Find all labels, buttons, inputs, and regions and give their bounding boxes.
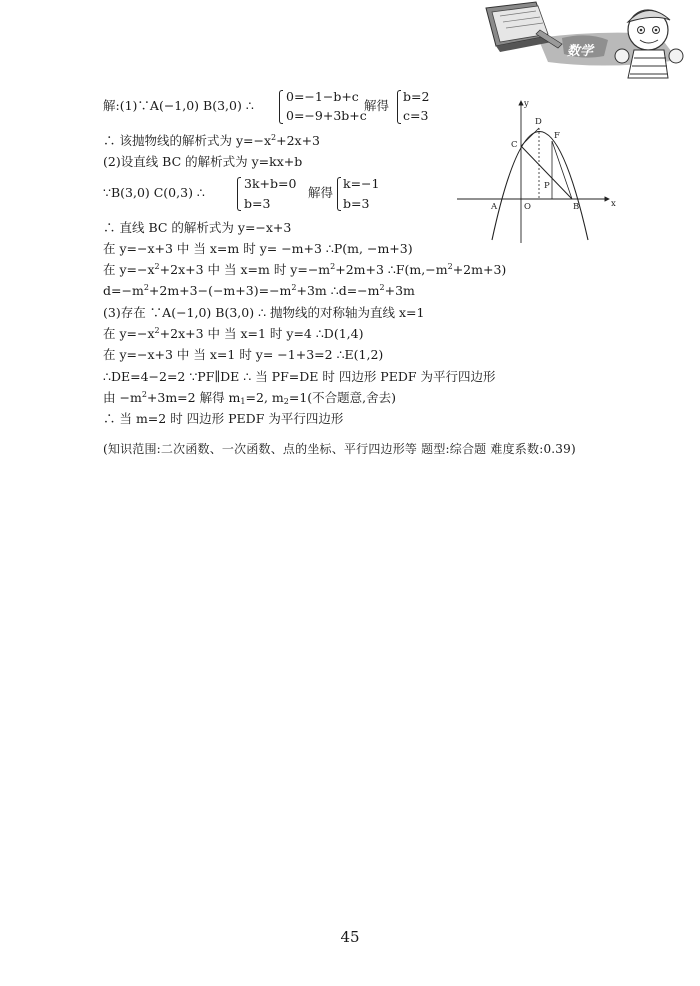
line-part3: (3)存在 ∵A(−1,0) B(3,0) ∴ 抛物线的对称轴为直线 x=1 <box>103 305 425 320</box>
subject-badge-label: 数学 <box>567 44 594 59</box>
line-part2: (2)设直线 BC 的解析式为 y=kx+b <box>103 154 303 169</box>
line-de: ∴DE=4−2=2 ∵PF∥DE ∴ 当 PF=DE 时 四边形 PEDF 为平行四边形 <box>103 369 496 384</box>
label-y: y <box>524 99 529 109</box>
part2-solve-label: 解得 <box>308 185 334 200</box>
label-d: D <box>535 117 542 127</box>
label-a: A <box>491 202 498 212</box>
part1-result-c: c=3 <box>403 108 429 123</box>
part2-intro: ∵B(3,0) C(0,3) ∴ <box>103 185 205 200</box>
brace-part1-result <box>397 90 401 124</box>
part1-intro: 解:(1)∵A(−1,0) B(3,0) ∴ <box>103 98 254 113</box>
page-number: 45 <box>340 928 360 946</box>
line-bc-segment <box>521 146 572 199</box>
brace-part2-system <box>237 177 241 211</box>
part2-result-k: k=−1 <box>343 176 380 191</box>
brace-part2-result <box>337 177 341 211</box>
line-bc: ∴ 直线 BC 的解析式为 y=−x+3 <box>103 220 292 235</box>
line-point-e: 在 y=−x+3 中 当 x=1 时 y= −1+3=2 ∴E(1,2) <box>103 347 384 362</box>
label-p: P <box>544 181 550 191</box>
label-b: B <box>573 202 580 212</box>
line-solve-m: 由 $-m^2+3m=2$ 解得 $m_1=2$, $m_2=1$(不合题意,舍去) <box>103 390 396 406</box>
label-x: x <box>611 199 616 209</box>
segment-fb <box>552 141 572 199</box>
parabola-curve <box>492 132 588 241</box>
line-parabola: ∴ 该抛物线的解析式为 $y=-x^2+2x+3$ <box>103 133 321 148</box>
part1-solve-label: 解得 <box>364 98 390 113</box>
line-point-d: 在 $y=-x^2+2x+3$ 中 当 x=1 时 y=4 ∴D(1,4) <box>103 326 364 341</box>
part2-system-eq1: 3k+b=0 <box>244 176 297 191</box>
part1-system-eq1: 0=−1−b+c <box>286 89 359 104</box>
brace-part1-system <box>279 90 283 124</box>
part1-system-eq2: 0=−9+3b+c <box>286 108 367 123</box>
part2-system-eq2: b=3 <box>244 196 271 211</box>
line-point-p: 在 y=−x+3 中 当 x=m 时 y= −m+3 ∴P(m, −m+3) <box>103 241 413 256</box>
part1-result-b: b=2 <box>403 89 430 104</box>
part2-result-b: b=3 <box>343 196 370 211</box>
knowledge-scope: (知识范围:二次函数、一次函数、点的坐标、平行四边形等 题型:综合题 难度系数:0.39) <box>103 442 576 456</box>
label-f: F <box>554 131 560 141</box>
line-d: $d=-m^2+2m+3-(-m+3)=-m^2+3m$ $\therefore d=-m^2+3m$ <box>103 283 415 298</box>
label-c: C <box>511 140 518 150</box>
line-conclusion: ∴ 当 m=2 时 四边形 PEDF 为平行四边形 <box>103 411 344 426</box>
parabola-figure <box>455 93 625 245</box>
line-point-f: 在 $y=-x^2+2x+3$ 中 当 x=m 时 $y=-m^2+2m+3$ $\therefore F(m,-m^2+2m+3)$ <box>103 262 507 277</box>
parabola-diagram <box>455 93 625 245</box>
label-o: O <box>524 202 531 212</box>
segment-cd <box>521 128 539 146</box>
